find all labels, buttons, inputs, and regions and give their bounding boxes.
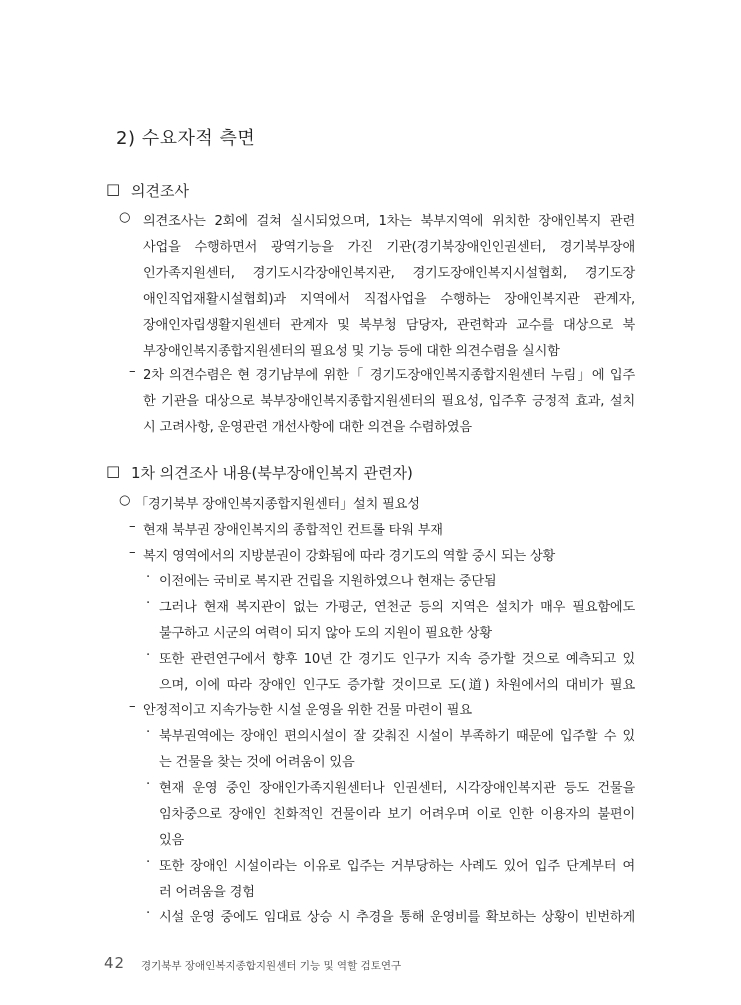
dash-line: 2차 의견수렴은 현 경기남부에 위한「 경기도장애인복지종합지원센터 누림」에 입주	[143, 368, 635, 383]
dash-bullet: –	[129, 545, 136, 560]
circle-bullet: ○	[119, 210, 131, 225]
square-bullet: □	[106, 462, 121, 480]
circle-bullet: ○	[119, 493, 131, 508]
block2-title: 1차 의견조사 내용(북부장애인복지 관련자)	[131, 464, 413, 482]
bullet-text: 현재 운영 중인 장애인가족지원센터나 인권센터, 시각장애인복지관 등도 건물을	[159, 781, 635, 796]
dash-text: 안정적이고 지속가능한 시설 운영을 위한 건물 마련이 필요	[143, 703, 472, 718]
bullet-text: 또한 장애인 시설이라는 이유로 입주는 거부당하는 사례도 있어 입주 단계부터 여	[159, 859, 635, 874]
dot-bullet: ·	[146, 648, 150, 663]
para-line: 애인직업재활시설협회)과 지역에서 직접사업을 수행하는 장애인복지관 관계자,	[143, 292, 635, 307]
dot-bullet: ·	[146, 855, 150, 870]
dash-bullet: –	[129, 364, 136, 379]
footer-title: 경기북부 장애인복지종합지원센터 기능 및 역할 검토연구	[141, 960, 402, 972]
dot-bullet: ·	[146, 777, 150, 792]
dot-bullet: ·	[146, 596, 150, 611]
bullet-text: 이전에는 국비로 복지관 건립을 지원하였으나 현재는 중단됨	[159, 574, 497, 589]
para-line: 인가족지원센터, 경기도시각장애인복지관, 경기도장애인복지시설협회, 경기도장	[143, 266, 635, 281]
para-line: 사업을 수행하면서 광역기능을 가진 기관(경기북장애인인권센터, 경기북부장애	[143, 240, 635, 255]
page-number: 42	[104, 954, 126, 972]
section-heading: 2) 수요자적 측면	[116, 128, 256, 149]
bullet-text: 으며, 이에 따라 장애인 인구도 증가할 것이므로 도(道) 차원에서의 대비가 필요	[159, 678, 635, 693]
bullet-text: 있음	[159, 833, 185, 848]
dash-text: 복지 영역에서의 지방분권이 강화됨에 따라 경기도의 역할 중시 되는 상황	[143, 549, 556, 564]
dash-line: 시 고려사항, 운영관련 개선사항에 대한 의견을 수렴하였음	[143, 420, 472, 435]
square-bullet: □	[106, 180, 121, 198]
dash-bullet: –	[129, 699, 136, 714]
bullet-text: 그러나 현재 복지관이 없는 가평군, 연천군 등의 지역은 설치가 매우 필요함에도	[159, 600, 635, 615]
dash-bullet: –	[129, 519, 136, 534]
para-line: 의견조사는 2회에 걸쳐 실시되었으며, 1차는 북부지역에 위치한 장애인복지 관련	[143, 214, 635, 229]
bullet-text: 북부권역에는 장애인 편의시설이 잘 갖춰진 시설이 부족하기 때문에 입주할 수 있	[159, 729, 635, 744]
bullet-text: 또한 관련연구에서 향후 10년 간 경기도 인구가 지속 증가할 것으로 예측되고 있	[159, 652, 635, 667]
dash-text: 현재 북부권 장애인복지의 종합적인 컨트롤 타워 부재	[143, 523, 443, 538]
bullet-text: 임차중으로 장애인 친화적인 건물이라 보기 어려우며 이로 인한 이용자의 불편이	[159, 807, 635, 822]
bullet-text: 불구하고 시군의 여력이 되지 않아 도의 지원이 필요한 상황	[159, 626, 492, 641]
dot-bullet: ·	[146, 725, 150, 740]
para-line: 장애인자립생활지원센터 관계자 및 북부청 담당자, 관련학과 교수를 대상으로 북	[143, 318, 635, 333]
dash-line: 한 기관을 대상으로 북부장애인복지종합지원센터의 필요성, 입주후 긍정적 효과, 설치	[143, 394, 635, 409]
bullet-text: 는 건물을 찾는 것에 어려움이 있음	[159, 755, 355, 770]
circle-text: 「경기북부 장애인복지종합지원센터」설치 필요성	[135, 497, 420, 512]
bullet-text: 시설 운영 중에도 임대료 상승 시 추경을 통해 운영비를 확보하는 상황이 빈번하게	[159, 910, 635, 925]
bullet-text: 러 어려움을 경험	[159, 885, 255, 900]
dot-bullet: ·	[146, 570, 150, 585]
para-line: 부장애인복지종합지원센터의 필요성 및 기능 등에 대한 의견수렴을 실시함	[143, 344, 560, 359]
dot-bullet: ·	[146, 906, 150, 921]
block1-title: 의견조사	[131, 182, 189, 200]
